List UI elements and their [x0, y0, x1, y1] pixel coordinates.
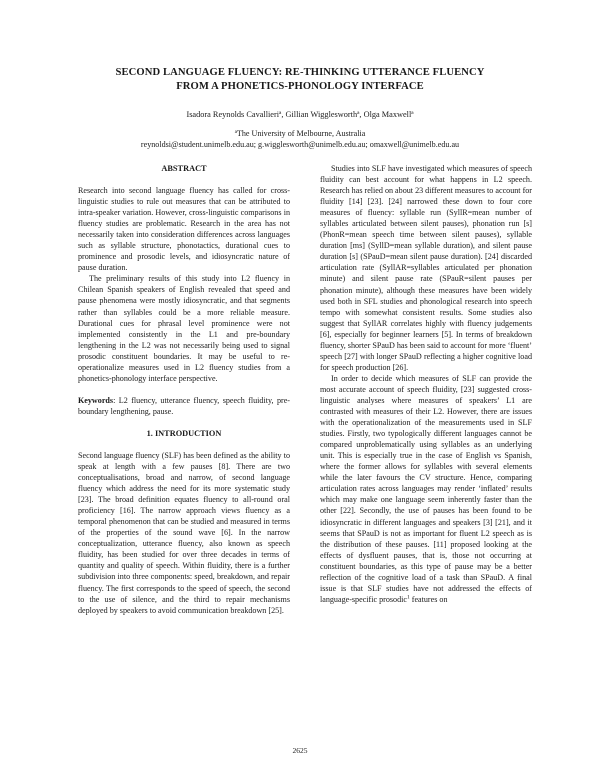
page-number: 2625 — [292, 746, 308, 755]
author-list: Isadora Reynolds Cavallieriª, Gillian Wigglesworthª, Olga Maxwellª — [186, 110, 414, 119]
footnote-marker: 1 — [406, 594, 410, 601]
abstract-heading: ABSTRACT — [161, 164, 207, 173]
abstract-paragraph-1: Research into second language fluency has called for cross-linguistic studies to rule out measures that can be attributed to intra-speaker variation. However, cross-linguistic comparisons in fluency studies are problematic. Research in the area has not necessarily taken into consideration differences across languages such as syllable structure, phonotactics, durational cues to prominence and prosodic levels, and idiosyncratic nature of pause duration. — [78, 186, 290, 273]
introduction-heading: 1. INTRODUCTION — [146, 428, 222, 438]
left-column — [78, 163, 290, 616]
body-paragraph-2-text: In order to decide which measures of SLF can provide the most accurate account of speech fluidity, [23] suggested cross-linguistic analyses where measures of speakers’ L1 are contrasted with measures of their L2. However, there are issues with the operationalization of the measurements used in SLF studies. Firstly, two typologically different languages cannot be compared unproblematically using syllables as an underlying unit. This is especially true in the case of English vs Spanish, where the former allows for syllables with several elements while the later favours the CV structure. Hence, comparing articulation rates across languages may render ‘inflated’ results which may make one language seem inherently faster than the other [22]. Secondly, the use of pauses has been found to be idiosyncratic in different languages and speakers [3] [21], and it seems that SPauD is not as important for fluent L2 speech as is the distribution of these pauses. [11] proposed looking at the effects of dysfluent pauses, that is, those not occurring at constituent boundaries, as this type of pause may be a better reflection of the cognitive load of a task than SPauD. A final issue is that SLF studies have not addressed the effects of language-specific prosodic — [320, 373, 532, 604]
keywords-label: Keywords — [78, 395, 114, 405]
right-column — [320, 163, 532, 605]
body-paragraph-2 — [320, 373, 532, 605]
abstract-paragraph-2: The preliminary results of this study into L2 fluency in Chilean Spanish speakers of English revealed that speed and pause phenomena were mostly idiosyncratic, and that segments rather than syllables could be a more reliable measure. Durational cues for phrasal level prominence were not implemented consistently in the L1 and pre-boundary lengthening in the L2 was not necessarily being used to signal prosodic constituent boundaries. It may be useful to re-operationalize measures used in L2 fluency studies from a phonetics-phonology interface perspective. — [78, 274, 290, 383]
affiliation: ªThe University of Melbourne, Australia — [234, 129, 366, 138]
title-line-2: FROM A PHONETICS-PHONOLOGY INTERFACE — [176, 81, 424, 92]
title-line-1: SECOND LANGUAGE FLUENCY: RE-THINKING UTTERANCE FLUENCY — [115, 67, 485, 78]
affiliation-block — [40, 128, 560, 150]
introduction-paragraph-1: Second language fluency (SLF) has been defined as the ability to speak at length with a few pauses [8]. There are two conceptualisations, broad and narrow, of second language fluency which address the need for its more systematic study [23]. The broad definition equates fluency to all-round oral proficiency [16]. The narrow approach views fluency as a temporal phenomenon that can be studied and measured in terms of the properties of the sound wave [6]. In the narrow conceptualization, utterance fluency, also known as speech fluidity, has been studied for over three decades in terms of quantity and quality of speech. Within fluidity, there is a further subdivision into three components: speed, breakdown, and repair fluency. The first corresponds to the speed of speech, the second to the use of silence, and the third to repair mechanisms deployed by speakers to avoid communication breakdown [25]. — [78, 450, 290, 615]
body-paragraph-1: Studies into SLF have investigated which measures of speech fluidity can best account for what happens in L2 speech. Research has relied on about 23 different measures to account for fluidity [14] [23]. [24] narrowed these down to four core measures of fluency: syllable run (SyllR=mean number of syllables articulated between silent pauses), phonation run [s] (PhonR=mean speech time between silent pauses), syllable duration [ms] (SyllD=mean syllable duration), and silent pause duration [s] (SPauD=mean silent pause duration). [24] discarded articulation rate (SyllAR=syllables articulated per phonation minute) and silent pause rate (SPauR=silent pauses per phonation minute), although these measures have been widely used both in SFL studies and phonological research into speech tempo with somewhat consistent results. Some studies also suggest that SyllAR correlates highly with fluency judgements [6], especially for beginner learners [5]. In terms of breakdown fluency, shorter SPauD has been said to account for more ‘fluent’ speech [27] with longer SPauD reflecting a higher cognitive load for speech production [26]. — [320, 164, 533, 372]
keywords-text: : L2 fluency, utterance fluency, speech fluidity, pre-boundary lengthening, pause. — [78, 395, 290, 416]
body-paragraph-2-tail: features on — [409, 594, 448, 604]
paper-title — [60, 66, 540, 94]
author-emails: reynoldsi@student.unimelb.edu.au; g.wigglesworth@unimelb.edu.au; omaxwell@unimelb.edu.au — [140, 140, 460, 149]
keywords — [78, 395, 290, 417]
